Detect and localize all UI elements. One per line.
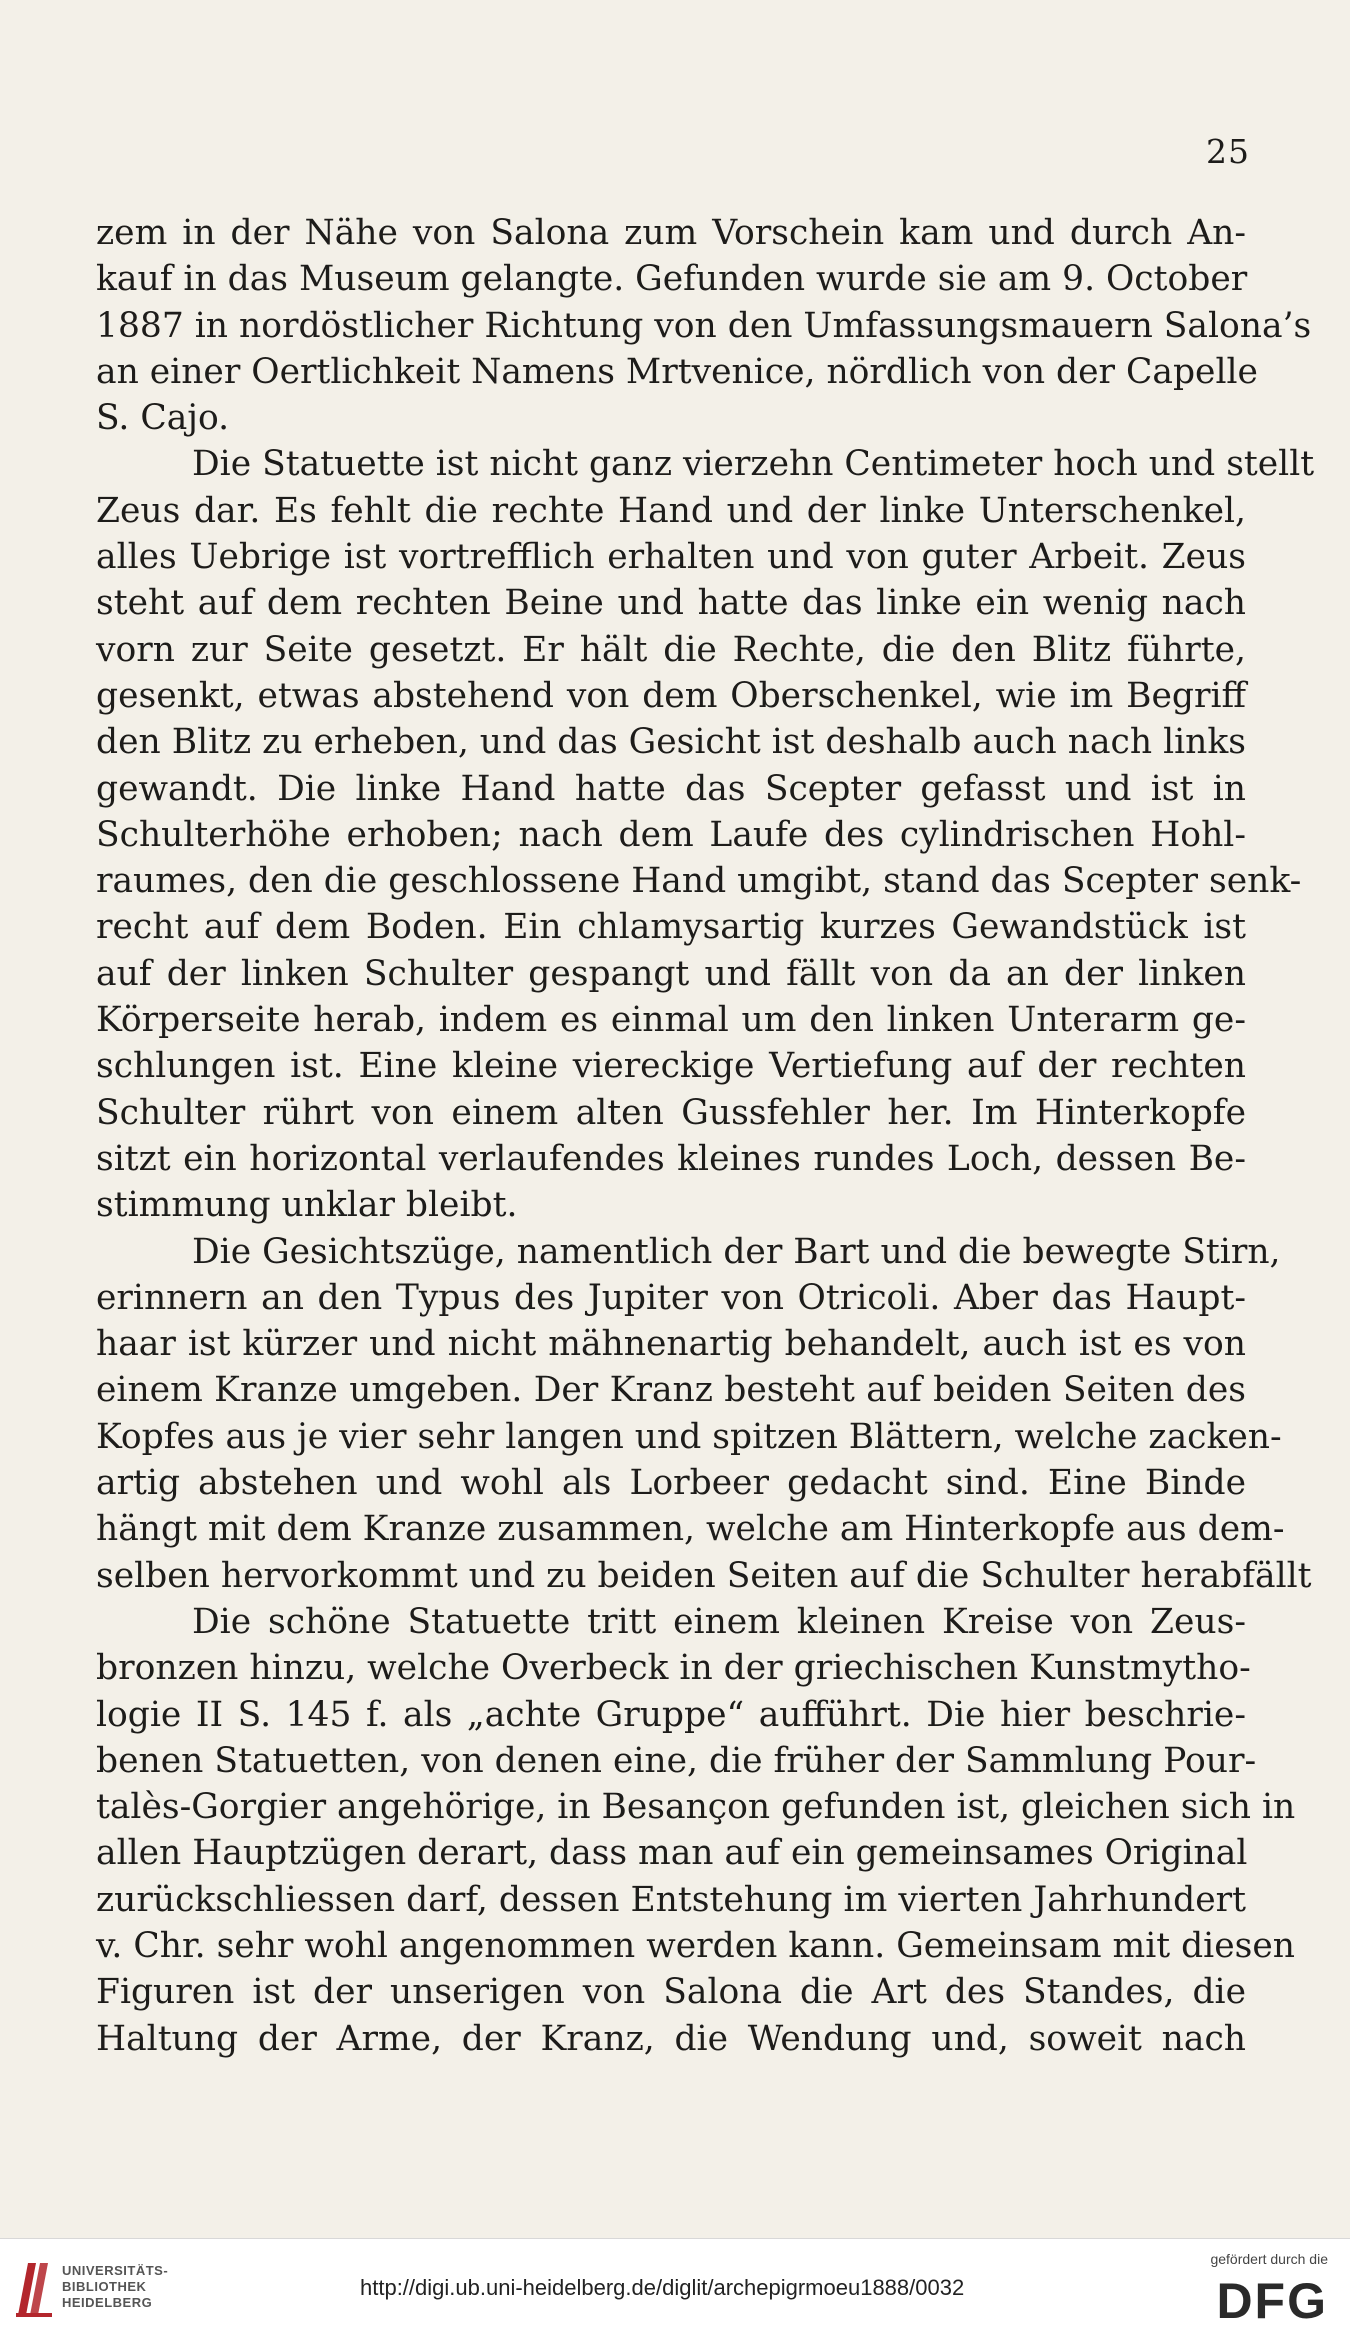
text-line: alles Uebrige ist vortrefflich erhalten und von guter Arbeit. Zeus <box>96 537 1246 578</box>
text-line: Die Statuette ist nicht ganz vierzehn Centimeter hoch und stellt <box>192 444 1315 485</box>
text-line: stimmung unklar bleibt. <box>96 1185 518 1226</box>
dfg-logo: DFG <box>1216 2273 1328 2329</box>
text-line: artig abstehen und wohl als Lorbeer gedacht sind. Eine Binde <box>96 1463 1246 1504</box>
text-line: logie II S. 145 f. als „achte Gruppe“ aufführt. Die hier beschrie- <box>96 1694 1246 1735</box>
text-line: Zeus dar. Es fehlt die rechte Hand und der linke Unterschenkel, <box>96 490 1246 531</box>
text-line: einem Kranze umgeben. Der Kranz besteht auf beiden Seiten des <box>96 1370 1246 1411</box>
text-line: raumes, den die geschlossene Hand umgibt, stand das Scepter senk- <box>96 861 1302 902</box>
body-text <box>96 210 1315 2062</box>
footer-bar <box>0 2238 1350 2339</box>
text-line: selben hervorkommt und zu beiden Seiten auf die Schulter herabfällt <box>96 1555 1312 1596</box>
text-line: steht auf dem rechten Beine und hatte das linke ein wenig nach <box>96 583 1246 624</box>
text-line: an einer Oertlichkeit Namens Mrtvenice, nördlich von der Capelle <box>96 351 1258 392</box>
text-line: v. Chr. sehr wohl angenommen werden kann. Gemeinsam mit diesen <box>96 1925 1295 1966</box>
text-line: sitzt ein horizontal verlaufendes kleines rundes Loch, dessen Be- <box>96 1138 1246 1179</box>
text-line: 1887 in nordöstlicher Richtung von den Umfassungsmauern Salona’s <box>96 305 1312 346</box>
text-line: haar ist kürzer und nicht mähnenartig behandelt, auch ist es von <box>96 1324 1246 1365</box>
text-line: schlungen ist. Eine kleine viereckige Vertiefung auf der rechten <box>96 1046 1246 1087</box>
text-line: Haltung der Arme, der Kranz, die Wendung und, soweit nach <box>96 2018 1246 2059</box>
permalink-url[interactable]: http://digi.ub.uni-heidelberg.de/diglit/archepigrmoeu1888/0032 <box>360 2275 965 2300</box>
text-line: Schulterhöhe erhoben; nach dem Laufe des cylindrischen Hohl- <box>96 814 1246 855</box>
institution-name <box>62 2263 168 2311</box>
text-line: gewandt. Die linke Hand hatte das Scepter gefasst und ist in <box>96 768 1246 809</box>
institution-line: UNIVERSITÄTS- <box>62 2263 169 2278</box>
text-line: zem in der Nähe von Salona zum Vorschein kam und durch An- <box>96 213 1246 253</box>
text-line: den Blitz zu erheben, und das Gesicht ist deshalb auch nach links <box>96 722 1246 763</box>
text-line: Die Gesichtszüge, namentlich der Bart und die bewegte Stirn, <box>192 1231 1281 1272</box>
text-line: benen Statuetten, von denen eine, die früher der Sammlung Pour- <box>96 1740 1257 1781</box>
institution-line: BIBLIOTHEK <box>62 2279 147 2294</box>
institution-line: HEIDELBERG <box>62 2295 153 2310</box>
text-line: hängt mit dem Kranze zusammen, welche am Hinterkopfe aus dem- <box>96 1509 1285 1550</box>
text-line: recht auf dem Boden. Ein chlamysartig kurzes Gewandstück ist <box>96 907 1246 948</box>
text-line: erinnern an den Typus des Jupiter von Otricoli. Aber das Haupt- <box>96 1277 1246 1318</box>
text-line: auf der linken Schulter gespangt und fällt von da an der linken <box>96 953 1246 994</box>
text-line: allen Hauptzügen derart, dass man auf ein gemeinsames Original <box>96 1833 1248 1874</box>
text-line: Kopfes aus je vier sehr langen und spitzen Blättern, welche zacken- <box>96 1416 1282 1457</box>
text-line: Figuren ist der unserigen von Salona die Art des Standes, die <box>96 1972 1246 2013</box>
text-line: Schulter rührt von einem alten Gussfehler her. Im Hinterkopfe <box>96 1092 1246 1133</box>
text-line: S. Cajo. <box>96 398 230 439</box>
text-line: Die schöne Statuette tritt einem kleinen Kreise von Zeus- <box>192 1601 1246 1642</box>
university-logo-icon <box>14 2257 54 2319</box>
text-line: Körperseite herab, indem es einmal um den linken Unterarm ge- <box>96 1000 1246 1041</box>
page-number: 25 <box>1206 132 1250 171</box>
text-line: kauf in das Museum gelangte. Gefunden wurde sie am 9. October <box>96 259 1248 300</box>
text-line: talès-Gorgier angehörige, in Besançon gefunden ist, gleichen sich in <box>96 1787 1296 1828</box>
text-line: bronzen hinzu, welche Overbeck in der griechischen Kunstmytho- <box>96 1648 1251 1689</box>
text-line: vorn zur Seite gesetzt. Er hält die Rechte, die den Blitz führte, <box>96 629 1246 670</box>
text-line: gesenkt, etwas abstehend von dem Oberschenkel, wie im Begriff <box>96 675 1246 716</box>
funding-note: gefördert durch die <box>1210 2251 1328 2267</box>
text-line: zurückschliessen darf, dessen Entstehung im vierten Jahrhundert <box>96 1879 1246 1920</box>
